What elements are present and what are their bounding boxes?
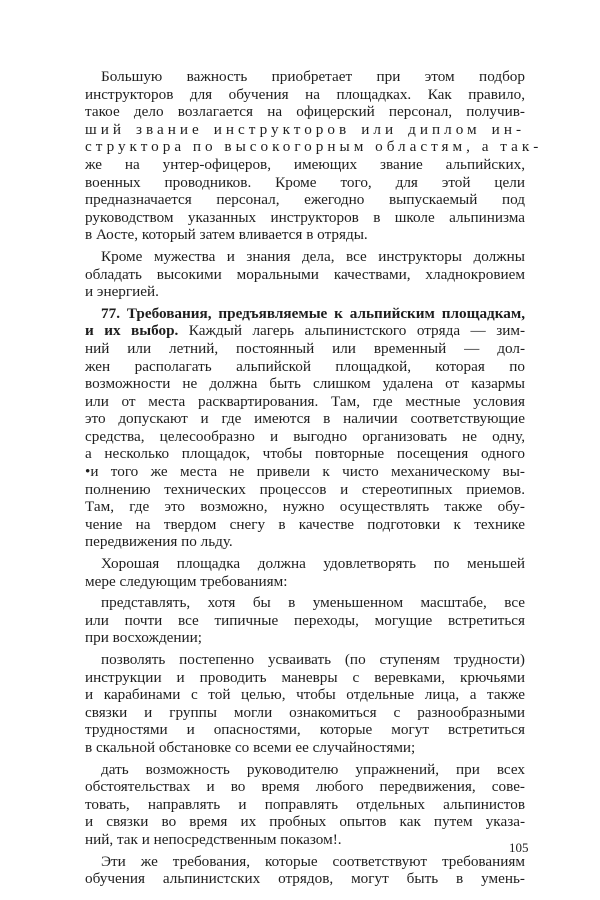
- text-line: мере следующим требованиям:: [85, 572, 288, 590]
- text-line: и карабинами с той целью, чтобы отдельные лица, а также: [85, 686, 525, 704]
- text-line: же на унтер-офицеров, имеющих звание альпийских,: [85, 155, 525, 173]
- page-number: 105: [509, 840, 529, 855]
- text-line: Там, где это возможно, нужно осуществлять также обу-: [85, 498, 525, 516]
- text-line: Эти же требования, которые соответствуют требованиям: [101, 852, 525, 870]
- text-line: жен располагать альпийской площадкой, которая по: [85, 357, 525, 375]
- text-line: обладать высокими моральными качествами, хладнокровием: [85, 265, 525, 283]
- text-line: или от места расквартирования. Там, где местные условия: [85, 392, 525, 410]
- text-line: Большую важность приобретает при этом подбор: [101, 68, 525, 85]
- text-line: инструкции и проводить маневры с веревками, крючьями: [85, 668, 525, 686]
- text-line: возможности не должна быть слишком удалена от казармы: [85, 375, 525, 393]
- text-line: это допускают и где имеются в наличии соответствующие: [85, 410, 525, 428]
- text-line: связки и группы могли ознакомиться с разнообразными: [85, 703, 525, 721]
- text-line: представлять, хотя бы в уменьшенном масштабе, все: [101, 594, 525, 612]
- text-line: чение на твердом снегу в качестве подготовки к технике: [85, 515, 525, 533]
- text-line: в Аосте, который затем вливается в отряды.: [85, 226, 368, 244]
- text-line: трудностями и опасностями, которые могут встретиться: [85, 721, 525, 739]
- text-line: товать, направлять и поправлять отдельных альпинистов: [85, 795, 525, 813]
- section-heading-end: и их выбор.: [85, 322, 179, 340]
- text-line: [85, 322, 525, 340]
- text-line: обстоятельствах и во время любого передвижения, сове-: [85, 778, 525, 796]
- paragraph-requirements-intro: [85, 555, 525, 590]
- text-line: ший звание инструкторов или диплом ин-: [85, 120, 525, 138]
- text-line: обучения альпинистских отрядов, могут быть в умень-: [85, 870, 525, 888]
- text-line: структора по высокогорным областям, а так-: [85, 138, 543, 156]
- paragraph-requirement-2: [85, 651, 525, 757]
- text-line: Хорошая площадка должна удовлетворять по меньшей: [101, 555, 525, 573]
- text-line: передвижения по льду.: [85, 533, 233, 551]
- text-line: при восхождении;: [85, 629, 203, 647]
- text-line: такое дело возлагается на офицерский персонал, получив-: [85, 103, 525, 121]
- text-line: руководством указанных инструкторов в школе альпинизма: [85, 208, 525, 226]
- paragraph-requirement-3: [85, 761, 525, 849]
- text-line: позволять постепенно усваивать (по ступеням трудности): [101, 651, 525, 668]
- text-line: Кроме мужества и знания дела, все инструкторы должны: [101, 247, 525, 265]
- paragraph-requirement-1: [85, 594, 525, 647]
- section-heading: 77. Требования, предъявляемые к альпийским площадкам,: [101, 304, 525, 322]
- text-line: военных проводников. Кроме того, для этой цели: [85, 173, 525, 191]
- page-body: [85, 68, 543, 892]
- text-line: средства, целесообразно и выгодно организовать не одну,: [85, 427, 525, 445]
- text-line: а несколько площадок, чтобы повторные посещения одного: [85, 445, 525, 463]
- text-line: в скальной обстановке со всеми ее случайностями;: [85, 738, 416, 756]
- text-line: инструкторов для обучения на площадках. Как правило,: [85, 85, 525, 103]
- text-line: или почти все типичные переходы, могущие встретиться: [85, 611, 525, 629]
- text-line: ний, так и непосредственным показом!.: [85, 830, 342, 848]
- paragraph-conclusion: [85, 853, 525, 888]
- text-fragment: Каждый лагерь альпинистского отряда — зим-: [178, 322, 525, 340]
- text-line: дать возможность руководителю упражнений, при всех: [101, 760, 525, 778]
- text-line: предназначается персонал, ежегодно выпускаемый под: [85, 191, 525, 209]
- text-line: и связки во время их пробных опытов как путем указа-: [85, 813, 525, 831]
- text-line: ний или летний, постоянный или временный — дол-: [85, 339, 525, 357]
- paragraph-instructors: [85, 68, 543, 244]
- paragraph-qualities: [85, 248, 525, 301]
- text-line: и энергией.: [85, 283, 159, 301]
- text-line: •и того же места не привели к чисто механическому вы-: [85, 463, 525, 481]
- text-line: полнению технических процессов и стереотипных приемов.: [85, 480, 525, 498]
- paragraph-section-77: [85, 305, 525, 551]
